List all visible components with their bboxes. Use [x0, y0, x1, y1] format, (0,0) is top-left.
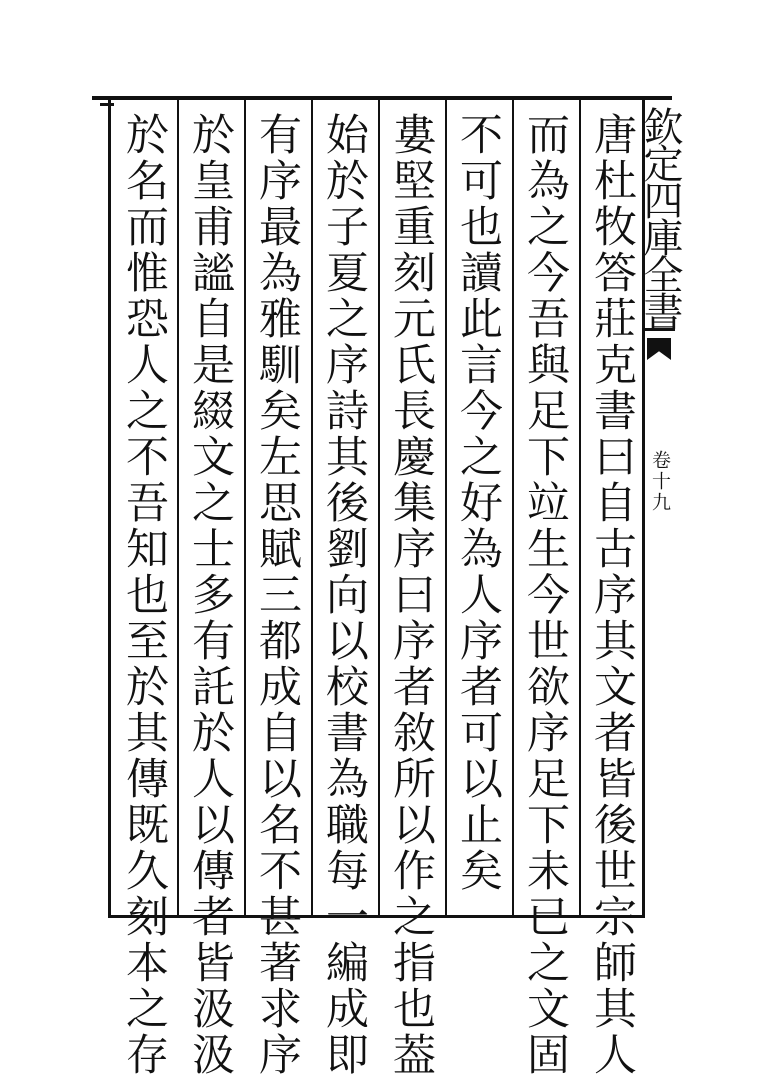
page-margin-strip: [637, 100, 683, 918]
margin-rule: [645, 328, 675, 331]
text-column-4: 婁堅重刻元氏長慶集序曰序者敘所以作之指也葢: [386, 112, 436, 1078]
text-column-8: 於名而惟恐人之不吾知也至於其傳既久刻本之存: [119, 112, 169, 1078]
text-column-2: 而為之今吾與足下竝生今世欲序足下未已之文固: [520, 112, 570, 1078]
volume-label: 卷十九: [649, 450, 671, 513]
text-column-1: 唐杜牧答莊克書曰自古序其文者皆後世宗師其人: [587, 112, 637, 1078]
text-frame: [108, 100, 645, 1078]
text-column-7: 於皇甫謐自是綴文之士多有託於人以傳者皆汲汲: [185, 112, 235, 1078]
text-column-3: 不可也讀此言今之好為人序者可以止矣: [453, 112, 503, 894]
text-column-6: 有序最為雅馴矣左思賦三都成自以名不甚著求序: [252, 112, 302, 1078]
text-column-5: 始於子夏之序詩其後劉向以校書為職每一編成即: [319, 112, 369, 1078]
book-title: 欽定四庫全書: [637, 106, 683, 328]
fish-tail-mark-icon: [647, 338, 671, 360]
